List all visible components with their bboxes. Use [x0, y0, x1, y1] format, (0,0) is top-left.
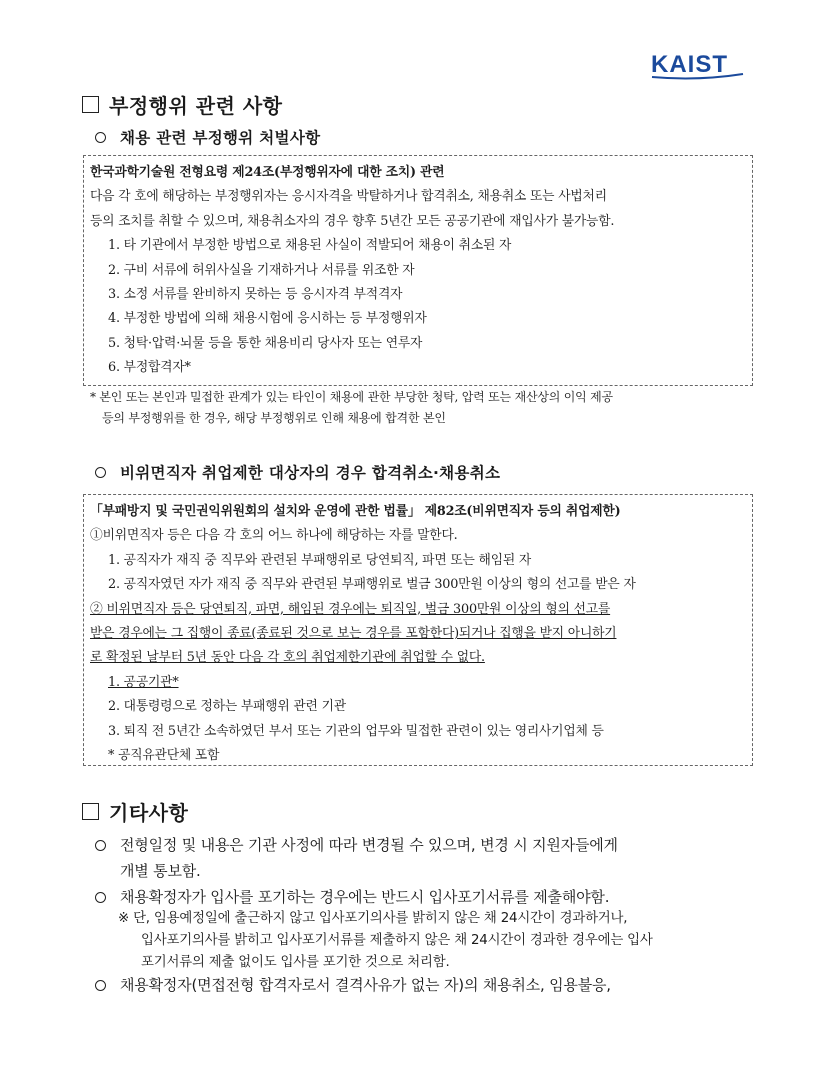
circle-bullet-icon: [95, 892, 106, 903]
section-heading-text: 기타사항: [109, 801, 189, 825]
section-heading-other: [82, 797, 188, 826]
footnote-line: 등의 부정행위를 한 경우, 해당 부정행위로 인해 채용에 합격한 본인: [102, 411, 446, 425]
bullet-list-other-continued: [95, 972, 755, 998]
subheading-text: 채용 관련 부정행위 처벌사항: [120, 129, 321, 147]
clause-line-underlined: 로 확정된 날부터 5년 동안 다음 각 호의 취업제한기관에 취업할 수 없다.: [90, 650, 485, 666]
subheading-employment-restriction: [95, 461, 500, 483]
kaist-logo: [650, 50, 745, 82]
list-item-underlined: [90, 671, 748, 695]
bullet-text: 채용확정자(면접전형 합격자로서 결격사유가 없는 자)의 채용취소, 임용불응,: [120, 976, 611, 994]
list-item: 3. 퇴직 전 5년간 소속하였던 부서 또는 기관의 업무와 밀접한 관련이 있는 영리사기업체 등: [108, 723, 604, 739]
circle-bullet-icon: [95, 132, 106, 143]
box-title: 한국과학기술원 전형요령 제24조(부정행위자에 대한 조치) 관련: [90, 165, 445, 180]
list-item: 6. 부정합격자*: [108, 360, 191, 376]
clause-line: ①비위면직자 등은 다음 각 호의 어느 하나에 해당하는 자를 말한다.: [90, 528, 458, 544]
bullet-continuation: 개별 통보함.: [120, 862, 201, 880]
list-item: 1. 공직자가 재직 중 직무와 관련된 부패행위로 당연퇴직, 파면 또는 해임된 자: [108, 552, 532, 568]
subnote-line: 포기서류의 제출 없이도 입사를 포기한 것으로 처리함.: [141, 955, 450, 970]
list-item: 5. 청탁·압력·뇌물 등을 통한 채용비리 당사자 또는 연루자: [108, 335, 423, 351]
regulation-box-article82: [83, 494, 753, 766]
circle-bullet-icon: [95, 980, 106, 991]
list-item: 2. 대통령령으로 정하는 부패행위 관련 기관: [108, 699, 346, 715]
list-item: 2. 공직자였던 자가 재직 중 직무와 관련된 부패행위로 벌금 300만원 이상의 형의 선고를 받은 자: [108, 577, 636, 593]
box-paragraph-line: 등의 조치를 취할 수 있으며, 채용취소자의 경우 향후 5년간 모든 공공기관에 재입사가 불가능함.: [90, 213, 615, 229]
section-heading-text: 부정행위 관련 사항: [109, 94, 283, 118]
subnote-line: 입사포기의사를 밝히고 입사포기서류를 제출하지 않은 채 24시간이 경과한 경우에는 입사: [141, 933, 653, 948]
list-item: * 공직유관단체 포함: [108, 747, 220, 763]
footnote-line: * 본인 또는 본인과 밀접한 관계가 있는 타인이 채용에 관한 부당한 청탁, 압력 또는 재산상의 이익 제공: [90, 390, 613, 404]
subnote-withdrawal: [118, 908, 653, 974]
list-item: 2. 구비 서류에 허위사실을 기재하거나 서류를 위조한 자: [108, 262, 415, 278]
subnote-line: ※ 단, 임용예정일에 출근하지 않고 입사포기의사를 밝히지 않은 채 24시간이 경과하거나,: [118, 911, 628, 926]
bullet-list-other: [95, 832, 755, 910]
checkbox-square-icon: [82, 803, 99, 820]
bullet-text: 전형일정 및 내용은 기관 사정에 따라 변경될 수 있으며, 변경 시 지원자들에게: [120, 836, 618, 854]
circle-bullet-icon: [95, 467, 106, 478]
list-item: 3. 소정 서류를 완비하지 못하는 등 응시자격 부적격자: [108, 286, 403, 302]
regulation-box-article24: [83, 155, 753, 386]
bullet-line: [95, 884, 755, 910]
box-paragraph-line: 다음 각 호에 해당하는 부정행위자는 응시자격을 박탈하거나 합격취소, 채용취소 또는 사법처리: [90, 189, 607, 205]
subheading-text: 비위면직자 취업제한 대상자의 경우 합격취소·채용취소: [120, 464, 501, 482]
bullet-line: [95, 972, 755, 998]
clause-line-underlined: 받은 경우에는 그 집행이 종료(종료된 것으로 보는 경우를 포함한다)되거나 집행을 받지 아니하기: [90, 625, 617, 641]
box-title: 「부패방지 및 국민권익위원회의 설치와 운영에 관한 법률」 제82조(비위면직자 등의 취업제한): [90, 504, 621, 519]
section-heading-misconduct: [82, 90, 283, 119]
list-item: 4. 부정한 방법에 의해 채용시험에 응시하는 등 부정행위자: [108, 311, 427, 327]
list-item: 1. 타 기관에서 부정한 방법으로 채용된 사실이 적발되어 채용이 취소된 자: [108, 238, 512, 254]
kaist-logo-text: KAIST: [651, 51, 728, 78]
checkbox-square-icon: [82, 96, 99, 113]
clause-line-underlined: ② 비위면직자 등은 당연퇴직, 파면, 해임된 경우에는 퇴직일, 벌금 300만원 이상의 형의 선고를: [90, 601, 611, 617]
bullet-text: 채용확정자가 입사를 포기하는 경우에는 반드시 입사포기서류를 제출해야함.: [120, 888, 610, 906]
footnote-unfair-hire: [90, 387, 613, 429]
bullet-line: [95, 832, 755, 858]
subheading-hiring-misconduct: [95, 126, 320, 148]
circle-bullet-icon: [95, 840, 106, 851]
list-item-text: 1. 공공기관*: [108, 674, 179, 690]
